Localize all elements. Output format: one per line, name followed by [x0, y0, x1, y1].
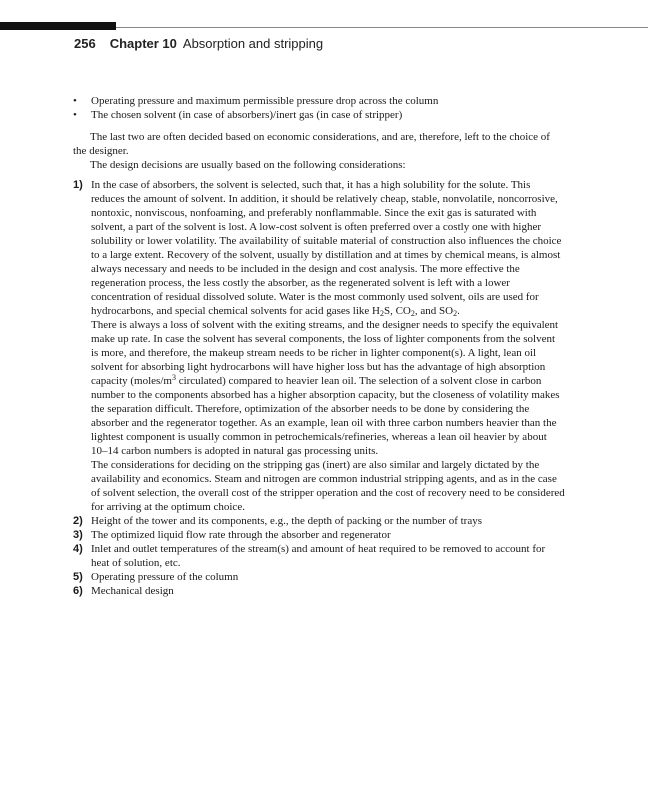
paragraph: The design decisions are usually based on the following considerations: — [90, 159, 406, 171]
list-marker: 5) — [73, 571, 83, 583]
list-item-3 — [73, 528, 565, 542]
list-item-text: The optimized liquid flow rate through the absorber and regenerator — [91, 529, 391, 541]
item1-paragraph-3: The considerations for deciding on the stripping gas (inert) are also similar and largely dictated by the availability and economics. Steam and nitrogen are common industrial stripping agents, and as in the case of solvent selection, the overall cost of the stripper operation and the cost of recovery need to be considered for arriving at the optimum choice. — [91, 459, 565, 513]
chapter-label: Chapter 10 — [109, 36, 177, 51]
list-item-2 — [73, 514, 565, 528]
list-marker: 2) — [73, 515, 83, 527]
list-item-text: Inlet and outlet temperatures of the stream(s) and amount of heat required to be removed to account for heat of solution, etc. — [91, 543, 546, 569]
page-number: 256 — [74, 36, 96, 51]
running-header — [74, 36, 323, 51]
chapter-title: Absorption and stripping — [182, 36, 324, 51]
list-item-4 — [73, 542, 565, 570]
bullet-item: • Operating pressure and maximum permissible pressure drop across the column — [73, 94, 565, 108]
header-rule — [116, 27, 648, 28]
paragraph: The last two are often decided based on economic considerations, and are, therefore, left to the choice of the designer. — [73, 131, 550, 157]
page-body — [73, 94, 565, 598]
list-marker: 4) — [73, 543, 83, 555]
item1-paragraph-1: In the case of absorbers, the solvent is selected, such that, it has a high solubility for the solute. This reduces the amount of solvent. In addition, it should be relatively cheap, stable, nonvolatile, noncorrosive, nontoxic, nonviscous, nonfoaming, and preferably nonflammable. Since the exit gas is saturated with solvent, a part of the solvent is lost. A low-cost solvent is often preferred over a costly one with higher solubility or lower volatility. The availability of suitable material of construction also influences the choice to a large extent. Recovery of the solvent, usually by distillation and at times by chemical means, is almost always necessary and needs to be included in the design and cost analysis. The more effective the regeneration process, the less costly the absorber, as the regenerated solvent is left with a lower concentration of residual dissolved solute. Water is the most commonly used solvent, oils are used for hydrocarbons, and special chemical solvents for acid gases like $H_2S$, $CO_2$, and $SO_2$. — [91, 179, 562, 318]
list-marker: 6) — [73, 585, 83, 597]
list-item-6 — [73, 584, 565, 598]
header-bar — [0, 22, 116, 30]
list-marker: 1) — [73, 179, 83, 191]
list-item-text: Operating pressure of the column — [91, 571, 239, 583]
list-item-1 — [73, 178, 565, 514]
list-item-text: Height of the tower and its components, e.g., the depth of packing or the number of trays — [91, 515, 483, 527]
item1-paragraph-2: There is always a loss of solvent with the exiting streams, and the designer needs to specify the equivalent make up rate. In case the solvent has several components, the loss of lighter components from the solvent is more, and therefore, the makeup stream needs to be richer in lighter component(s). A light, lean oil solvent for absorbing light hydrocarbons will have higher loss but has the advantage of high absorption capacity ($moles/m^3$ circulated) compared to heavier lean oil. The selection of a solvent close in carbon number to the components absorbed has a higher absorption capacity, but the closeness of volatility makes the separation difficult. Therefore, optimization of the absorber needs to be done by considering the absorber and the regenerator together. As an example, lean oil with three carbon numbers heavier than the lightest component is usually common in petrochemicals/refineries, whereas a lean oil heavier by about 10–14 carbon numbers is adopted in natural gas processing units. — [91, 319, 560, 457]
list-item-text: Mechanical design — [91, 585, 174, 597]
list-item-5 — [73, 570, 565, 584]
bullet-item: • The chosen solvent (in case of absorbers)/inert gas (in case of stripper) — [73, 108, 565, 122]
list-marker: 3) — [73, 529, 83, 541]
